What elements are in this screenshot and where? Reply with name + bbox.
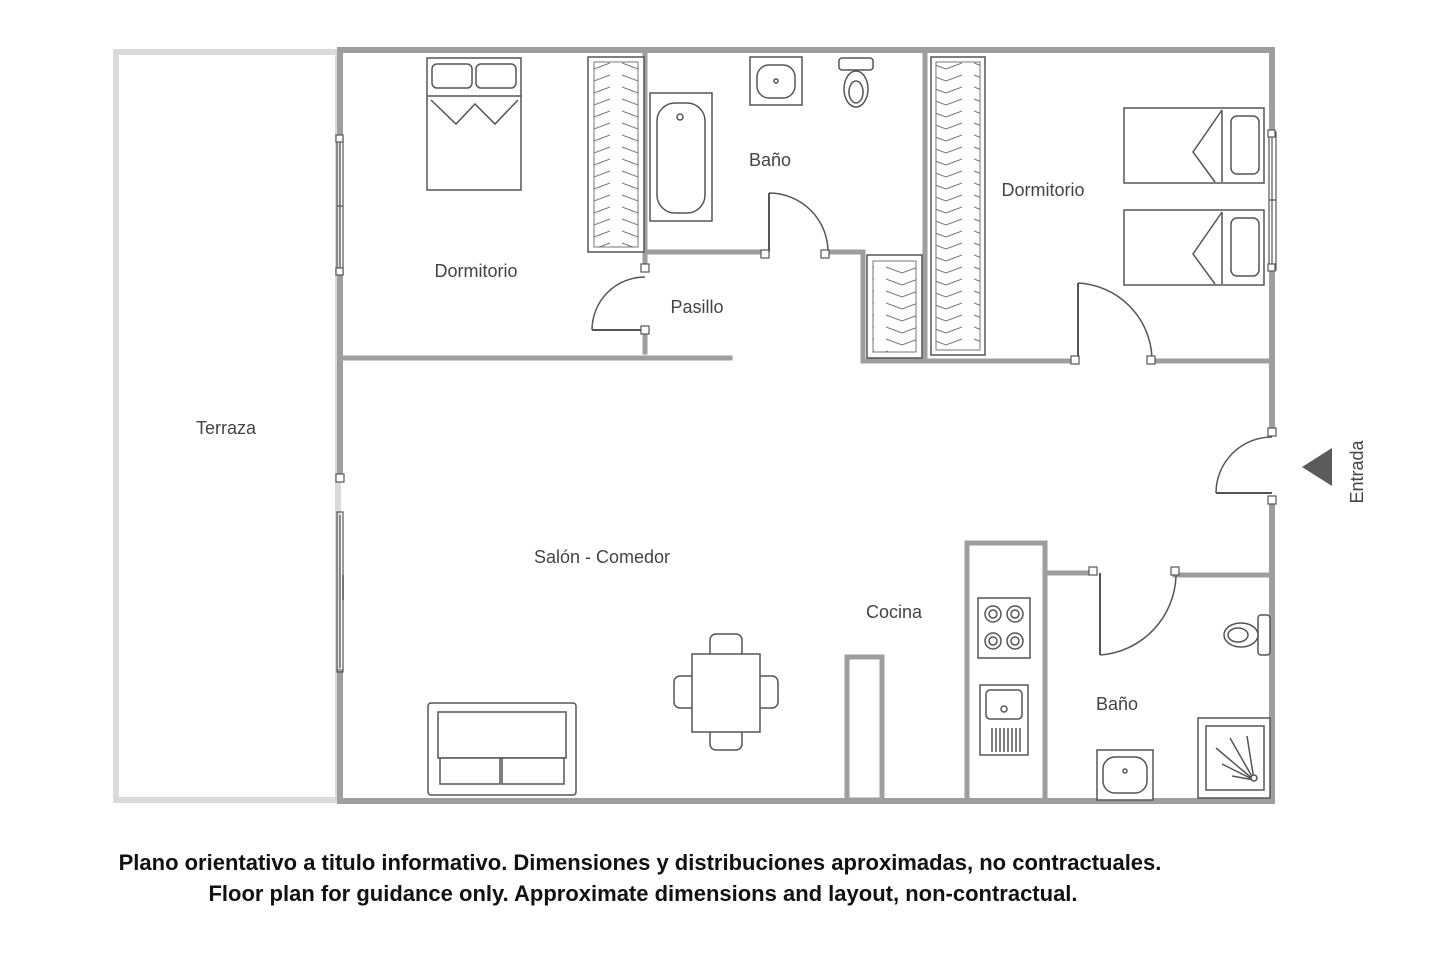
cooktop bbox=[978, 598, 1030, 658]
entrance-arrow-icon bbox=[1302, 448, 1332, 486]
entrance-label: Entrada bbox=[1347, 440, 1367, 504]
label-bathroom-upper: Baño bbox=[748, 150, 792, 170]
door-bedroom-second bbox=[1071, 283, 1155, 364]
label-terrace: Terraza bbox=[195, 418, 257, 438]
sink-bathroom-upper bbox=[750, 57, 802, 105]
label-bedroom-second: Dormitorio bbox=[1001, 180, 1085, 200]
wall-kitchen bbox=[967, 543, 1045, 801]
toilet-bathroom-upper bbox=[839, 58, 873, 107]
kitchen-sink bbox=[980, 685, 1028, 755]
double-bed bbox=[427, 58, 521, 190]
door-bathroom-lower bbox=[1089, 567, 1179, 655]
window-bedroom-main bbox=[336, 135, 343, 275]
disclaimer-english: Floor plan for guidance only. Approximate dimensions and layout, non-contractual. bbox=[208, 881, 1078, 906]
window-bedroom-second bbox=[1268, 130, 1276, 271]
dining-table bbox=[674, 634, 778, 750]
label-bedroom-main: Dormitorio bbox=[434, 261, 518, 281]
door-jamb bbox=[336, 474, 344, 482]
label-bathroom-lower: Baño bbox=[1095, 694, 1139, 714]
sink-bathroom-lower bbox=[1097, 750, 1153, 800]
wardrobe-bedroom-main bbox=[588, 57, 644, 252]
label-kitchen: Cocina bbox=[865, 602, 923, 622]
sofa bbox=[428, 703, 576, 795]
door-bathroom-upper bbox=[761, 193, 829, 258]
bathtub bbox=[650, 93, 712, 221]
single-bed-2 bbox=[1124, 210, 1264, 285]
wall-bathroom-lower-top bbox=[1045, 573, 1272, 575]
toilet-bathroom-lower bbox=[1224, 615, 1270, 655]
column bbox=[847, 657, 882, 800]
wardrobe-hallway bbox=[867, 255, 922, 358]
door-entrance bbox=[1216, 428, 1276, 504]
shower bbox=[1198, 718, 1270, 798]
single-bed-1 bbox=[1124, 108, 1264, 183]
door-hallway bbox=[592, 264, 649, 334]
label-living-dining: Salón - Comedor bbox=[533, 547, 671, 567]
label-hallway: Pasillo bbox=[670, 297, 724, 317]
wardrobe-bedroom-second bbox=[931, 57, 985, 355]
table-top bbox=[692, 654, 760, 732]
disclaimer-spanish: Plano orientativo a titulo informativo. Dimensiones y distribuciones aproximadas, no contractuales. bbox=[118, 850, 1162, 875]
